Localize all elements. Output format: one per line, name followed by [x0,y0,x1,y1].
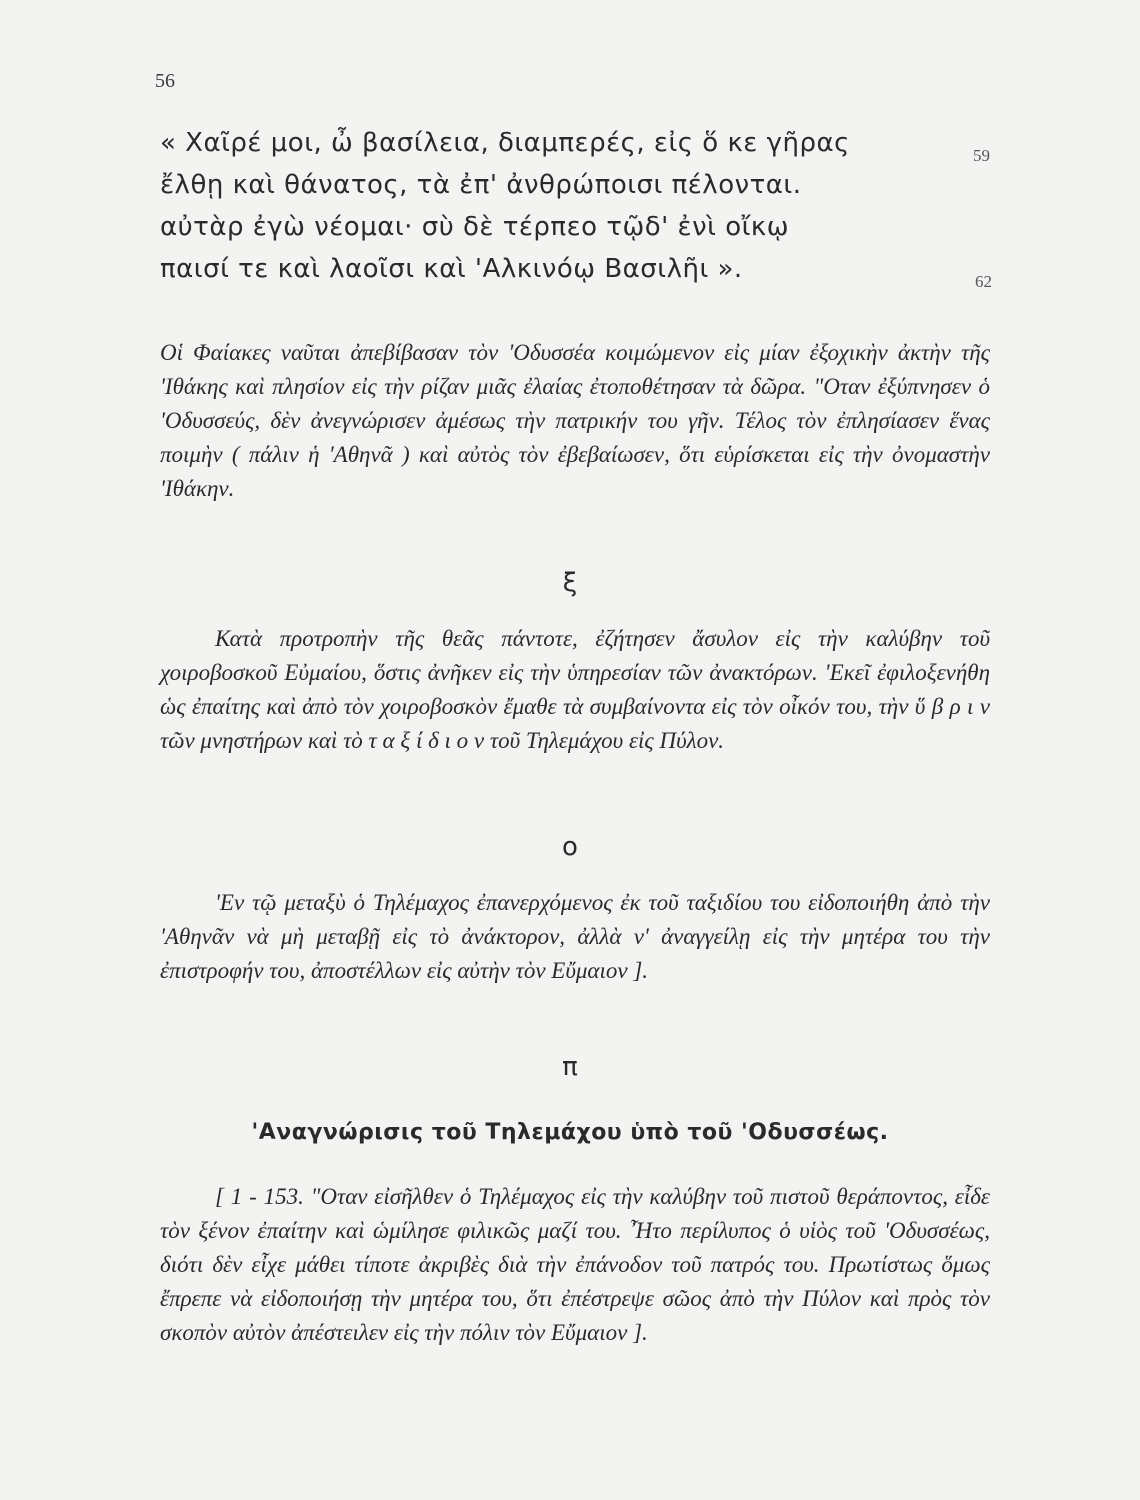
verse-line: παισί τε καὶ λαοῖσι καὶ 'Αλκινόῳ Βασιλῆι ». [160,254,743,284]
verse-line: ἔλθῃ καὶ θάνατος, τὰ ἐπ' ἀνθρώποισι πέλονται. [160,170,802,200]
paragraph-pi: [ 1 - 153. "Οταν εἰσῆλθεν ὁ Τηλέμαχος εἰς τὴν καλύβην τοῦ πιστοῦ θεράποντος, εἶδε τὸν ξένον ἐπαίτην καὶ ὡμίλησε φιλικῶς μαζί του. Ἦτο περίλυπος ὁ υἱὸς τοῦ 'Οδυσσέως, διότι δὲν εἶχε μάθει τίποτε ἀκριβὲς διὰ τὴν ἐπάνοδον τοῦ πατρός του. Πρωτίστως ὅμως ἔπρεπε νὰ εἰδοποιήσῃ τὴν μητέρα του, ὅτι ἐπέστρεψε σῶος ἀπὸ τὴν Πύλον καὶ πρὸς τὸν σκοπὸν αὐτὸν ἀπέστειλεν εἰς τὴν πόλιν τὸν Εὔμαιον ]. [160,1184,990,1345]
page-number: 56 [155,70,175,92]
section-letter-pi: π [562,1052,578,1082]
section-letter-omicron: ο [562,832,578,862]
paragraph-phaeacians: Οἱ Φαίακες ναῦται ἀπεβίβασαν τὸν 'Οδυσσέα κοιμώμενον εἰς μίαν ἐξοχικὴν ἀκτὴν τῆς 'Ιθάκης καὶ πλησίον εἰς τὴν ρίζαν μιᾶς ἐλαίας ἐτοποθέτησαν τὰ δῶρα. "Οταν ἐξύπνησεν ὁ 'Οδυσσεύς, δὲν ἀνεγνώρισεν ἀμέσως τὴν πατρικήν του γῆν. Τέλος τὸν ἐπλησίασεν ἕνας ποιμὴν ( πάλιν ἡ 'Αθηνᾶ ) καὶ αὐτὸς τὸν ἐβεβαίωσεν, ὅτι εὑρίσκεται εἰς τὴν ὀνομαστὴν 'Ιθάκην. [160,340,990,501]
verse-line-number: 62 [975,272,992,291]
verse-line-number: 59 [973,146,990,165]
verse-line: « Χαῖρέ μοι, ὦ βασίλεια, διαμπερές, εἰς ὅ κε γῆρας [160,128,850,158]
section-heading: 'Αναγνώρισις τοῦ Τηλεμάχου ὑπὸ τοῦ 'Οδυσσέως. [251,1120,889,1145]
section-letter-xi: ξ [562,568,578,598]
paragraph-omicron: 'Εν τῷ μεταξὺ ὁ Τηλέμαχος ἐπανερχόμενος ἐκ τοῦ ταξιδίου του εἰδοποιήθη ἀπὸ τὴν 'Αθηνᾶν νὰ μὴ μεταβῇ εἰς τὸ ἀνάκτορον, ἀλλὰ ν' ἀναγγείλῃ εἰς τὴν μητέρα του τὴν ἐπιστροφήν του, ἀποστέλλων εἰς αὐτὴν τὸν Εὔμαιον ]. [160,890,990,983]
verse-line: αὐτὰρ ἐγὼ νέομαι· σὺ δὲ τέρπεο τῷδ' ἐνὶ οἴκῳ [160,212,790,242]
paragraph-xi: Κατὰ προτροπὴν τῆς θεᾶς πάντοτε, ἐζήτησεν ἄσυλον εἰς τὴν καλύβην τοῦ χοιροβοσκοῦ Εὐμαίου, ὅστις ἀνῆκεν εἰς τὴν ὑπηρεσίαν τῶν ἀνακτόρων. 'Εκεῖ ἐφιλοξενήθη ὡς ἐπαίτης καὶ ἀπὸ τὸν χοιροβοσκὸν ἔμαθε τὰ συμβαίνοντα εἰς τὸν οἶκόν του, τὴν ὕ β ρ ι ν τῶν μνηστήρων καὶ τὸ τ α ξ ί δ ι ο ν τοῦ Τηλεμάχου εἰς Πύλον. [160,626,990,753]
